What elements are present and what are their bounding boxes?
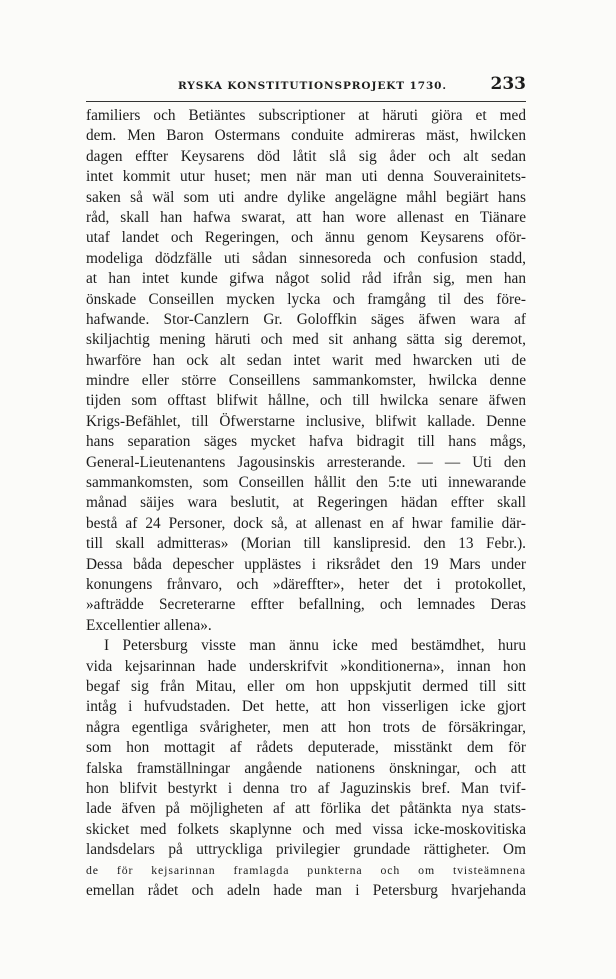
text-line: konungens frånvaro, och »däreffter», heter det i protokollet, <box>86 575 526 593</box>
text-line: General-Lieutenantens Jagousinskis arresterande. — — Uti den <box>86 453 526 471</box>
text-line: falska framställningar angående nationens önskningar, och att <box>86 759 526 777</box>
text-line: tijden som offtast blifwit hållne, och till hwilcka senare äfwen <box>86 392 526 410</box>
text-line: utaf landet och Regeringen, och ännu genom Keysarens oför- <box>86 229 526 247</box>
text-line: hwarföre han ock alt sedan intet warit med hwarcken uti de <box>86 351 526 369</box>
text-line: saken så wäl som uti andre dylike angelägne måhl begiärt hans <box>86 188 526 206</box>
text-line: skiljachtig mening häruti och med sit anhang sätta sig deremot, <box>86 331 526 349</box>
text-line: »afträdde Secreterarne effter befallning, och lemnades Deras <box>86 596 526 614</box>
header-rule <box>86 101 526 102</box>
text-line: Dessa båda depescher upplästes i riksrådet den 19 Mars under <box>86 555 526 573</box>
running-title: RYSKA KONSTITUTIONSPROJEKT 1730. <box>178 80 447 92</box>
text-line: önskade Conseillen mycken lycka och framgång til des före- <box>86 290 526 308</box>
text-line: landsdelars på uttryckliga privilegier grundade rättigheter. Om <box>86 841 526 859</box>
text-line: lade äfven på möjligheten af att förlika det påtänkta nya stats- <box>86 800 526 818</box>
text-line: intåg i hufvudstaden. Det hette, att hon visserligen icke gjort <box>86 698 526 716</box>
text-line: som hon mottagit af rådets deputerade, misstänkt dem för <box>86 739 526 757</box>
text-line: familiers och Betiäntes subscriptioner at häruti giöra et med <box>86 107 526 124</box>
text-line: hon blifvit bestyrkt i denna tro af Jaguzinskis bref. Man tvif- <box>86 779 526 797</box>
text-line: hans separation säges mycket hafva bidragit till hans mågs, <box>86 433 526 451</box>
text-line: vida kejsarinnan hade underskrifvit »konditionerna», innan hon <box>86 657 526 675</box>
page-number: 233 <box>490 74 526 94</box>
text-line: dagen effter Keysarens död låtit slå sig åder och alt sedan <box>86 147 526 165</box>
text-line: skicket med folkets skaplynne och med vissa icke-moskovitiska <box>86 820 526 838</box>
text-line: bestå af 24 Personer, dock så, at allenast en af hwar familie där- <box>86 514 526 532</box>
text-line-small: de för kejsarinnan framlagda punkterna och om tvisteämnena <box>86 863 526 878</box>
text-line: mindre eller större Conseillens sammankomster, hwilcka denne <box>86 372 526 390</box>
text-line: dem. Men Baron Ostermans conduite admireras mäst, hwilcken <box>86 127 526 145</box>
text-line: Krigs-Befählet, till Öfwerstarne inclusive, blifwit kallade. Denne <box>86 412 526 430</box>
text-line: intet kommit utur huset; men när man uti denna Souverainitets- <box>86 168 526 186</box>
text-line: hafwande. Stor-Canzlern Gr. Goloffkin säges äfwen wara af <box>86 310 526 328</box>
text-line: månad säijes wara beslutit, at Regeringen hädan effter skall <box>86 494 526 512</box>
text-line: till skall admitteras» (Morian till kanslipresid. den 13 Febr.). <box>86 535 526 553</box>
paragraph-start-line: I Petersburg visste man ännu icke med bestämdhet, huru <box>104 637 526 655</box>
body-text <box>86 106 526 901</box>
paragraph-end-line: Excellentier allena». <box>86 616 212 634</box>
text-line: några egentliga svårigheter, men att hon trots de försäkringar, <box>86 718 526 736</box>
text-line: modeliga dödzfälle uti sådan sinnesoreda och confusion stadd, <box>86 249 526 267</box>
text-line: at han intet kunde gifwa något solid råd ifrån sig, men han <box>86 270 526 288</box>
text-line: råd, skall han hafwa swarat, att han wore allenast en Tiänare <box>86 208 526 226</box>
running-header <box>86 74 526 98</box>
text-line: begaf sig från Mitau, eller om hon uppskjutit dermed till sitt <box>86 677 526 695</box>
text-line: sammankomsten, som Conseillen hållit den 5:te uti innewarande <box>86 474 526 492</box>
text-line: emellan rådet och adeln hade man i Petersburg hvarjehanda <box>86 881 526 899</box>
